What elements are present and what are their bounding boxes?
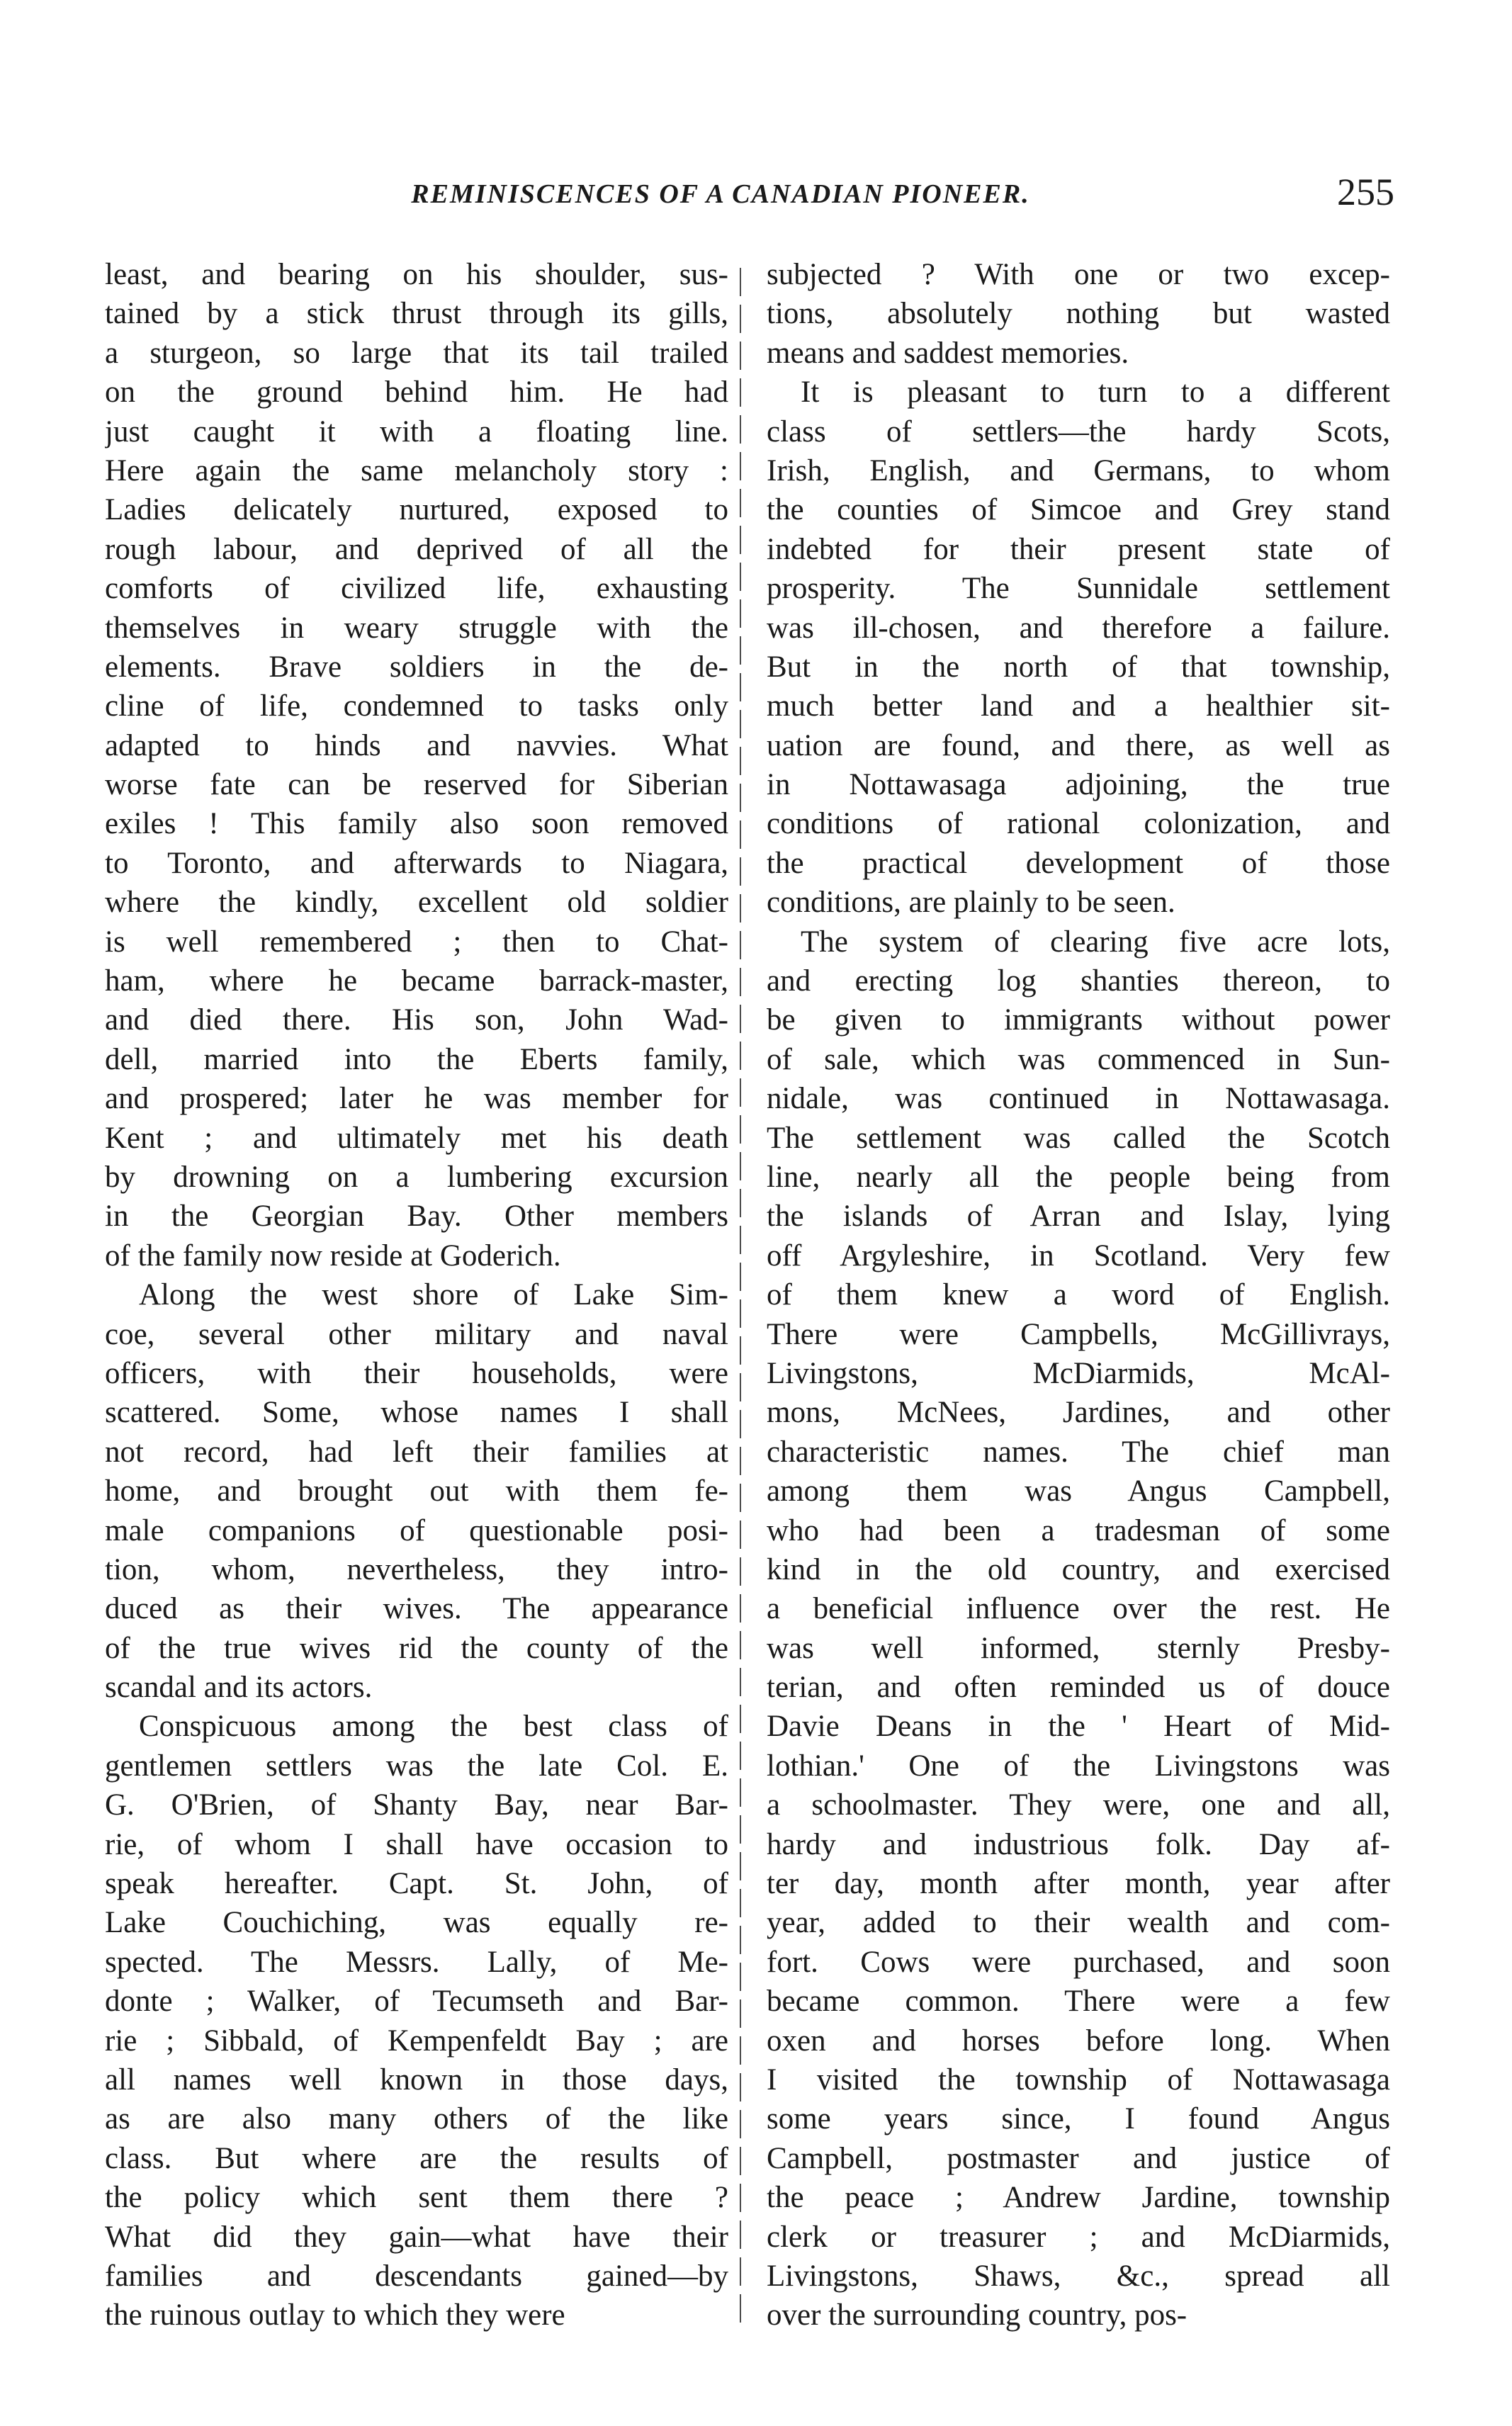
text-line: What did they gain—what have their	[105, 2220, 728, 2254]
text-line: I visited the township of Nottawasaga	[767, 2063, 1390, 2097]
text-line: among them was Angus Campbell,	[767, 1474, 1390, 1508]
text-line: home, and brought out with them fe-	[105, 1474, 728, 1508]
text-line: just caught it with a floating line.	[105, 414, 728, 448]
text-line: oxen and horses before long. When	[767, 2024, 1390, 2058]
text-line: uation are found, and there, as well as	[767, 728, 1390, 762]
text-line: conditions of rational colonization, and	[767, 807, 1390, 841]
text-line: by drowning on a lumbering excursion	[105, 1160, 728, 1194]
text-line: coe, several other military and naval	[105, 1317, 728, 1351]
text-line: over the surrounding country, pos-	[767, 2298, 1187, 2332]
text-line: Livingstons, Shaws, &c., spread all	[767, 2259, 1390, 2293]
text-line: class. But where are the results of	[105, 2141, 728, 2175]
text-line: on the ground behind him. He had	[105, 376, 728, 410]
text-line: Campbell, postmaster and justice of	[767, 2141, 1390, 2175]
text-line: kind in the old country, and exercised	[767, 1552, 1390, 1586]
text-line: was ill-chosen, and therefore a failure.	[767, 611, 1390, 645]
text-line: conditions, are plainly to be seen.	[767, 886, 1175, 920]
text-line: nidale, was continued in Nottawasaga.	[767, 1082, 1390, 1116]
text-line: where the kindly, excellent old soldier	[105, 886, 728, 920]
text-line: donte ; Walker, of Tecumseth and Bar-	[105, 1985, 728, 2019]
text-line: some years since, I found Angus	[767, 2102, 1390, 2136]
text-line: tion, whom, nevertheless, they intro-	[105, 1552, 728, 1586]
text-line: means and saddest memories.	[767, 336, 1129, 370]
text-line: as are also many others of the like	[105, 2102, 728, 2136]
text-line: of the true wives rid the county of the	[105, 1631, 728, 1665]
text-line: It is pleasant to turn to a different	[801, 376, 1390, 410]
text-line: and died there. His son, John Wad-	[105, 1003, 728, 1037]
text-line: Livingstons, McDiarmids, McAl-	[767, 1356, 1390, 1390]
text-line: year, added to their wealth and com-	[767, 1906, 1390, 1940]
text-line: Here again the same melancholy story :	[105, 453, 728, 487]
text-line: clerk or treasurer ; and McDiarmids,	[767, 2220, 1390, 2254]
text-line: of sale, which was commenced in Sun-	[767, 1042, 1390, 1076]
text-line: the counties of Simcoe and Grey stand	[767, 493, 1390, 527]
text-line: Ladies delicately nurtured, exposed to	[105, 493, 728, 527]
text-line: comforts of civilized life, exhausting	[105, 572, 728, 606]
text-line: Kent ; and ultimately met his death	[105, 1121, 728, 1155]
text-line: elements. Brave soldiers in the de-	[105, 650, 728, 684]
text-line: G. O'Brien, of Shanty Bay, near Bar-	[105, 1788, 728, 1822]
text-line: to Toronto, and afterwards to Niagara,	[105, 846, 728, 880]
text-line: the peace ; Andrew Jardine, township	[767, 2181, 1390, 2215]
text-line: the policy which sent them there ?	[105, 2181, 728, 2215]
text-line: But in the north of that township,	[767, 650, 1390, 684]
text-line: duced as their wives. The appearance	[105, 1592, 728, 1626]
text-line: in Nottawasaga adjoining, the true	[767, 768, 1390, 802]
text-line: dell, married into the Eberts family,	[105, 1042, 728, 1076]
left-text-column	[105, 255, 728, 2335]
text-line: rie ; Sibbald, of Kempenfeldt Bay ; are	[105, 2024, 728, 2058]
text-line: and erecting log shanties thereon, to	[767, 964, 1390, 998]
text-line: There were Campbells, McGillivrays,	[767, 1317, 1390, 1351]
text-line: all names well known in those days,	[105, 2063, 728, 2097]
text-line: themselves in weary struggle with the	[105, 611, 728, 645]
text-line: the practical development of those	[767, 846, 1390, 880]
page-number: 255	[1337, 171, 1394, 213]
text-line: the ruinous outlay to which they were	[105, 2298, 565, 2332]
text-line: became common. There were a few	[767, 1985, 1390, 2019]
text-line: families and descendants gained—by	[105, 2259, 728, 2293]
text-line: much better land and a healthier sit-	[767, 689, 1390, 723]
text-line: tained by a stick thrust through its gills,	[105, 297, 728, 331]
text-line: hardy and industrious folk. Day af-	[767, 1827, 1390, 1861]
text-line: ham, where he became barrack-master,	[105, 964, 728, 998]
text-line: exiles ! This family also soon removed	[105, 807, 728, 841]
text-line: characteristic names. The chief man	[767, 1435, 1390, 1469]
text-line: is well remembered ; then to Chat-	[105, 925, 728, 959]
text-line: who had been a tradesman of some	[767, 1513, 1390, 1547]
text-line: terian, and often reminded us of douce	[767, 1671, 1390, 1705]
text-line: speak hereafter. Capt. St. John, of	[105, 1867, 728, 1901]
running-head-title: REMINISCENCES OF A CANADIAN PIONEER.	[411, 179, 1030, 209]
text-line: gentlemen settlers was the late Col. E.	[105, 1749, 728, 1783]
right-text-column	[767, 255, 1390, 2335]
text-line: scattered. Some, whose names I shall	[105, 1396, 728, 1430]
text-line: lothian.' One of the Livingstons was	[767, 1749, 1390, 1783]
text-line: a schoolmaster. They were, one and all,	[767, 1788, 1390, 1822]
text-line: prosperity. The Sunnidale settlement	[767, 572, 1390, 606]
text-line: cline of life, condemned to tasks only	[105, 689, 728, 723]
text-line: fort. Cows were purchased, and soon	[767, 1945, 1390, 1979]
text-line: be given to immigrants without power	[767, 1003, 1390, 1037]
text-line: off Argyleshire, in Scotland. Very few	[767, 1239, 1390, 1273]
text-line: rie, of whom I shall have occasion to	[105, 1827, 728, 1861]
text-line: of them knew a word of English.	[767, 1278, 1390, 1312]
text-line: rough labour, and deprived of all the	[105, 532, 728, 566]
text-line: tions, absolutely nothing but wasted	[767, 297, 1390, 331]
text-line: Lake Couchiching, was equally re-	[105, 1906, 728, 1940]
text-line: worse fate can be reserved for Siberian	[105, 768, 728, 802]
text-line: the islands of Arran and Islay, lying	[767, 1200, 1390, 1234]
text-line: male companions of questionable posi-	[105, 1513, 728, 1547]
text-line: mons, McNees, Jardines, and other	[767, 1396, 1390, 1430]
text-line: ter day, month after month, year after	[767, 1867, 1390, 1901]
text-line: The system of clearing five acre lots,	[801, 925, 1390, 959]
text-line: and prospered; later he was member for	[105, 1082, 728, 1116]
text-line: Irish, English, and Germans, to whom	[767, 453, 1390, 487]
text-line: subjected ? With one or two excep-	[767, 258, 1390, 291]
text-line: a sturgeon, so large that its tail trailed	[105, 336, 728, 370]
text-line: officers, with their households, were	[105, 1356, 728, 1390]
text-line: indebted for their present state of	[767, 532, 1390, 566]
text-line: Conspicuous among the best class of	[139, 1710, 728, 1744]
column-divider-rule	[740, 268, 741, 2323]
text-line: line, nearly all the people being from	[767, 1160, 1390, 1194]
text-line: not record, had left their families at	[105, 1435, 728, 1469]
text-line: scandal and its actors.	[105, 1671, 373, 1705]
text-line: a beneficial influence over the rest. He	[767, 1592, 1390, 1626]
text-line: spected. The Messrs. Lally, of Me-	[105, 1945, 728, 1979]
text-line: adapted to hinds and navvies. What	[105, 728, 728, 762]
text-line: was well informed, sternly Presby-	[767, 1631, 1390, 1665]
text-line: Davie Deans in the ' Heart of Mid-	[767, 1710, 1390, 1744]
text-line: of the family now reside at Goderich.	[105, 1239, 561, 1273]
text-line: in the Georgian Bay. Other members	[105, 1200, 728, 1234]
text-line: The settlement was called the Scotch	[767, 1121, 1390, 1155]
text-line: least, and bearing on his shoulder, sus-	[105, 258, 728, 291]
text-line: class of settlers—the hardy Scots,	[767, 414, 1390, 448]
text-line: Along the west shore of Lake Sim-	[139, 1278, 728, 1312]
